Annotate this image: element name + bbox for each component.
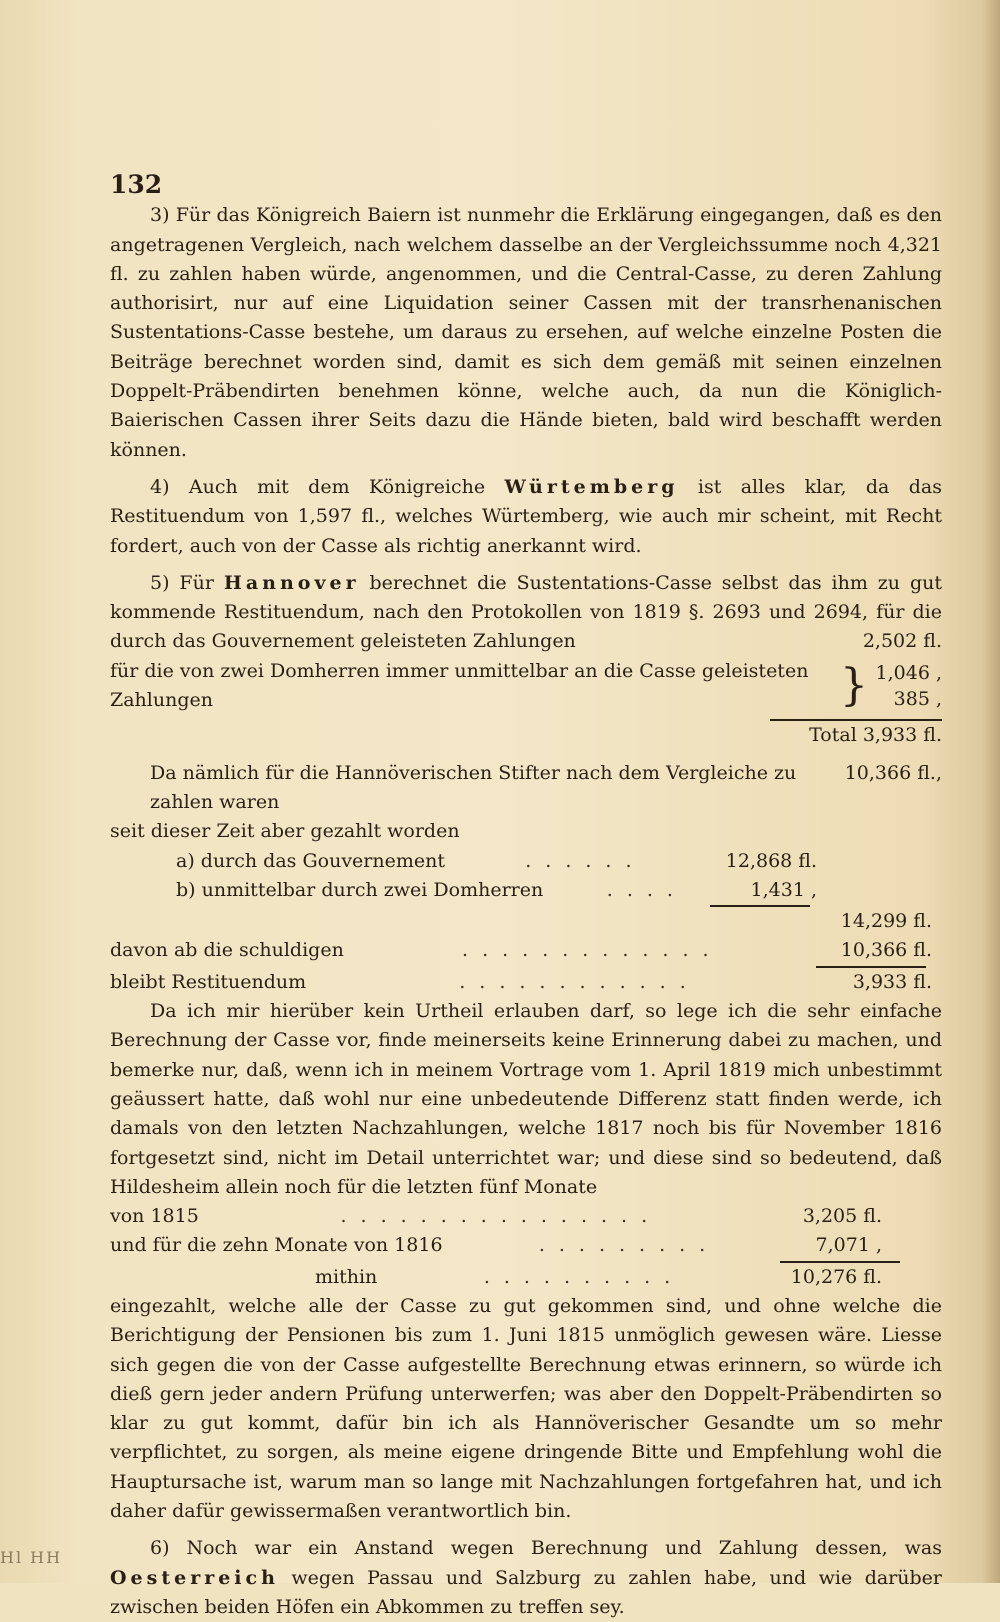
paragraph-5: [110, 569, 942, 657]
stifter-row: [110, 759, 942, 818]
text-block: [110, 170, 942, 1622]
leader-dots: ......: [525, 849, 646, 872]
p7-row-1: [110, 1202, 942, 1231]
davon-amount: 10,366 fl.: [840, 939, 932, 962]
brace-glyph: }: [840, 660, 868, 712]
page-edge-shadow: [982, 0, 1000, 1583]
brace-amount-1: 1,046 ,: [875, 662, 942, 685]
item-row-a: [110, 847, 942, 876]
mithin-label: mithin: [315, 1265, 378, 1288]
paragraph-8: eingezahlt, welche alle der Casse zu gut gekommen sind, und ohne welche die Berichtigung der Pensionen bis zum 1. Juni 1815 unmöglich gewesen wäre. Liesse sich gegen die von der Casse aufgestellte Berechnung etwas erinnern, so würde ich dieß gern jeder andern Prüfung unterwerfen; was aber den Doppelt-Präbendirten so klar zu gut kommt, dafür bin ich als Hannöverischer Gesandte um so mehr verpflichtet, zu sorgen, als meine eigene dringende Bitte und Empfehlung wohl die Hauptursache ist, warum man so lange mit Nachzahlungen fortgefahren hat, und ich daher dafür gewissermaßen verantwortlich bin.: [110, 1294, 942, 1523]
bleibt-row: [110, 968, 942, 997]
item-a-label: a) durch das Gouvernement: [176, 849, 445, 872]
davon-label: davon ab die schuldigen: [110, 939, 344, 962]
footer-marks: Hl HH: [0, 1548, 63, 1567]
leader-dots: ............: [459, 970, 700, 993]
p9-post: wegen Passau und Salzburg zu zahlen habe, und wie darüber zwischen beiden Höfen ein Abkommen zu treffen sey.: [110, 1566, 942, 1618]
paragraph-9: [110, 1534, 942, 1622]
item-row-b: [110, 876, 942, 905]
p7-row-2: [110, 1231, 942, 1260]
bleibt-label: bleibt Restituendum: [110, 970, 307, 993]
leader-dots: ..........: [483, 1265, 685, 1288]
item-b-label: b) unmittelbar durch zwei Domherren: [176, 878, 544, 901]
p5b-text: für die von zwei Domherren immer unmittelbar an die Casse geleisteten Zahlungen: [110, 659, 809, 712]
leader-dots: .............: [462, 939, 723, 962]
p4-spaced-name: Würtemberg: [504, 475, 679, 498]
p4-pre: 4) Auch mit dem Königreiche: [150, 475, 505, 498]
total-row: [770, 719, 942, 750]
p7-row2-amount: 7,071 ,: [815, 1234, 882, 1257]
davon-row: [110, 936, 942, 965]
mithin-amount: 10,276 fl.: [790, 1265, 882, 1288]
item-a-amount: 12,868 fl.: [725, 849, 817, 872]
p9-pre: 6) Noch war ein Anstand wegen Berechnung und Zahlung dessen, was: [150, 1537, 942, 1560]
page-number: 132: [110, 170, 163, 199]
stifter-text: Da nämlich für die Hannöverischen Stifter nach dem Vergleiche zu zahlen waren: [150, 761, 797, 813]
p7-row2-label: und für die zehn Monate von 1816: [110, 1234, 443, 1257]
total-label: Total: [809, 724, 857, 747]
sum-amount: 14,299 fl.: [840, 910, 932, 933]
paragraph-4: [110, 473, 942, 561]
item-b-amount: 1,431 ,: [750, 878, 817, 901]
p5-pre: 5) Für: [150, 571, 224, 594]
brace-amounts: [872, 660, 942, 712]
p7-row1-amount: 3,205 fl.: [802, 1205, 882, 1228]
paragraph-7: Da ich mir hierüber kein Urtheil erlauben darf, so lege ich die sehr einfache Berechnung der Casse vor, finde meinerseits keine Erinnerung dabei zu machen, und bemerke nur, daß, wenn ich in meinem Vortrage vom 1. April 1819 mich unbestimmt geäussert hatte, daß wohl nur eine unbedeutende Differenz statt finden werde, ich damals von den letzten Nachzahlungen, welche 1817 noch bis für November 1816 fortgesetzt sind, nicht im Detail unterrichtet war; und diese sind so bedeutend, daß Hildesheim allein noch für die letzten fünf Monate: [110, 1000, 942, 1198]
leader-dots: ................: [340, 1205, 662, 1228]
leader-dots: ....: [606, 878, 687, 901]
p5-amount: 2,502 fl.: [862, 630, 942, 653]
paragraph-3: 3) Für das Königreich Baiern ist nunmehr die Erklärung eingegangen, daß es den angetragenen Vergleich, nach welchem dasselbe an der Vergleichssumme noch 4,321 fl. zu zahlen haben würde, angenommen, und die Central-Casse, zu deren Zahlung authorisirt, nur auf eine Liquidation seiner Cassen mit der transrhenanischen Sustentations-Casse bestehe, um daraus zu ersehen, auf welche einzelne Posten die Beiträge berechnet worden sind, damit es sich dem gemäß mit seinen einzelnen Doppelt-Präbendirten benehmen könne, welche auch, da nun die Königlich-Baierischen Cassen ihrer Seits dazu die Hände bieten, bald wird beschafft werden können.: [110, 204, 942, 461]
p5-post: berechnet die Sustentations-Casse selbst das ihm zu gut kommende Restituendum, nach den Protokollen von 1819 §. 2693 und 2694, für die durch das Gouvernement geleisteten Zahlungen: [110, 571, 942, 653]
sum-row: [110, 907, 942, 936]
leader-dots: .........: [538, 1234, 720, 1257]
seit-line: seit dieser Zeit aber gezahlt worden: [110, 820, 460, 843]
domherren-row: [110, 657, 942, 716]
bleibt-amount: 3,933 fl.: [852, 970, 932, 993]
p4-post: ist alles klar, da das Restituendum von 1,597 fl., welches Würtemberg, wie auch mir scheint, mit Recht fordert, auch von der Casse als richtig anerkannt wird.: [110, 475, 942, 557]
mithin-row: [110, 1263, 942, 1292]
p9-spaced-name: Oesterreich: [110, 1566, 279, 1589]
p5-spaced-name: Hannover: [223, 571, 360, 594]
stifter-amount: 10,366 fl.,: [844, 761, 942, 784]
brace-amount-2: 385 ,: [893, 688, 942, 711]
total-amount: 3,933 fl.: [862, 724, 942, 747]
p7-row1-label: von 1815: [110, 1205, 199, 1228]
